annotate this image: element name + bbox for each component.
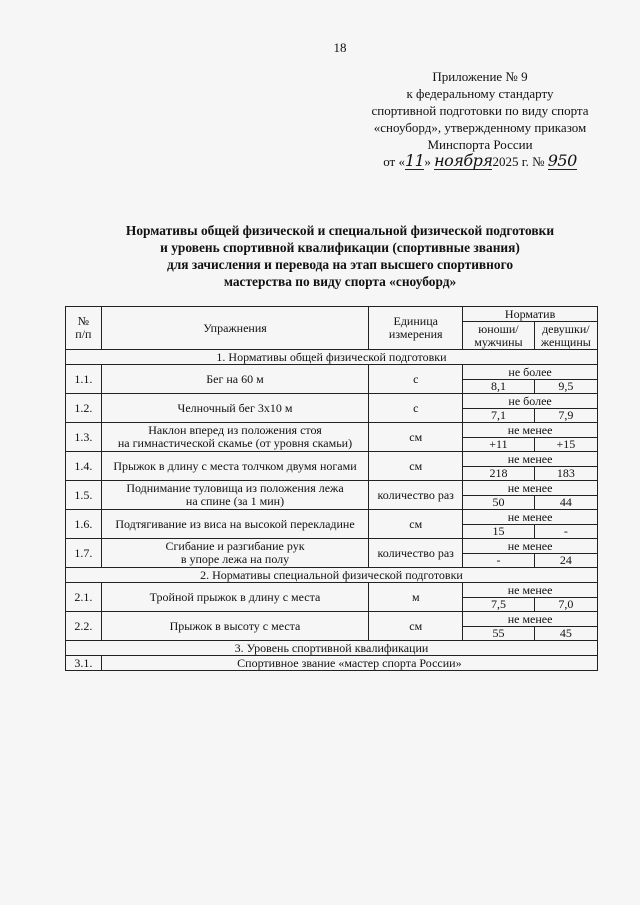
norm-condition: не более	[463, 394, 598, 409]
exercise-name: Поднимание туловища из положения лежа на спине (за 1 мин)	[101, 481, 369, 510]
male-value: 50	[463, 496, 534, 510]
male-value: -	[463, 554, 534, 568]
header-male: юноши/ мужчины	[463, 322, 534, 350]
exercise-name: Подтягивание из виса на высокой перекладине	[101, 510, 369, 539]
male-value: +11	[463, 438, 534, 452]
header-num: № п/п	[66, 307, 102, 350]
norm-condition: не менее	[463, 510, 598, 525]
unit: см	[369, 423, 463, 452]
title-line: мастерства по виду спорта «сноуборд»	[223, 274, 457, 289]
handwritten-day: 11	[404, 151, 425, 170]
female-value: 44	[534, 496, 597, 510]
exercise-name: Прыжок в высоту с места	[101, 612, 369, 641]
order-date-line	[340, 153, 620, 170]
title-line: и уровень спортивной квалификации (спортивные звания)	[160, 240, 520, 255]
male-value: 55	[463, 627, 534, 641]
unit: см	[369, 612, 463, 641]
page-number: 18	[333, 40, 347, 55]
female-value: 24	[534, 554, 597, 568]
norms-table	[65, 306, 598, 671]
male-value: 218	[463, 467, 534, 481]
row-number: 1.5.	[66, 481, 102, 510]
exercise-name: Наклон вперед из положения стоя на гимнастической скамье (от уровня скамьи)	[101, 423, 369, 452]
row-number: 1.1.	[66, 365, 102, 394]
title-line: для зачисления и перевода на этап высшего спортивного	[166, 257, 514, 272]
male-value: 7,1	[463, 409, 534, 423]
section-title: 2. Нормативы специальной физической подготовки	[66, 568, 598, 583]
norm-condition: не менее	[463, 612, 598, 627]
title-line: Нормативы общей физической и специальной физической подготовки	[125, 223, 555, 238]
norm-condition: не менее	[463, 583, 598, 598]
female-value: 183	[534, 467, 597, 481]
qualification-text: Спортивное звание «мастер спорта России»	[101, 656, 597, 671]
exercise-name: Прыжок в длину с места толчком двумя ногами	[101, 452, 369, 481]
section-title: 1. Нормативы общей физической подготовки	[66, 350, 598, 365]
header-norm: Норматив	[463, 307, 598, 322]
row-number: 1.4.	[66, 452, 102, 481]
female-value: 9,5	[534, 380, 597, 394]
header-unit: Единица измерения	[369, 307, 463, 350]
date-quote: »	[424, 154, 431, 169]
male-value: 7,5	[463, 598, 534, 612]
norm-condition: не менее	[463, 423, 598, 438]
appendix-title: Приложение № 9	[432, 69, 528, 84]
handwritten-month: ноября	[434, 151, 493, 170]
male-value: 15	[463, 525, 534, 539]
female-value: 7,9	[534, 409, 597, 423]
header-exercises: Упражнения	[101, 307, 369, 350]
female-value: -	[534, 525, 597, 539]
unit: количество раз	[369, 539, 463, 568]
unit: с	[369, 394, 463, 423]
unit: с	[369, 365, 463, 394]
row-number: 1.3.	[66, 423, 102, 452]
norm-condition: не менее	[463, 481, 598, 496]
document-title	[40, 222, 640, 290]
unit: количество раз	[369, 481, 463, 510]
row-number: 1.6.	[66, 510, 102, 539]
section-title: 3. Уровень спортивной квалификации	[66, 641, 598, 656]
row-number: 1.7.	[66, 539, 102, 568]
female-value: 7,0	[534, 598, 597, 612]
unit: см	[369, 452, 463, 481]
header-female: девушки/ женщины	[534, 322, 597, 350]
female-value: +15	[534, 438, 597, 452]
appendix-line: Минспорта России	[427, 137, 533, 152]
appendix-line: «сноуборд», утвержденному приказом	[373, 120, 587, 135]
row-number: 2.1.	[66, 583, 102, 612]
row-number: 2.2.	[66, 612, 102, 641]
date-prefix: от «	[383, 154, 405, 169]
exercise-name: Челночный бег 3х10 м	[101, 394, 369, 423]
appendix-line: к федеральному стандарту	[406, 86, 554, 101]
male-value: 8,1	[463, 380, 534, 394]
row-number: 1.2.	[66, 394, 102, 423]
date-year: 2025 г. №	[492, 154, 545, 169]
appendix-line: спортивной подготовки по виду спорта	[371, 103, 589, 118]
exercise-name: Сгибание и разгибание рук в упоре лежа на полу	[101, 539, 369, 568]
appendix-header	[340, 68, 620, 170]
exercise-name: Бег на 60 м	[101, 365, 369, 394]
row-number: 3.1.	[66, 656, 102, 671]
norm-condition: не менее	[463, 452, 598, 467]
norm-condition: не менее	[463, 539, 598, 554]
female-value: 45	[534, 627, 597, 641]
handwritten-order-number: 950	[547, 151, 577, 170]
norm-condition: не более	[463, 365, 598, 380]
unit: см	[369, 510, 463, 539]
exercise-name: Тройной прыжок в длину с места	[101, 583, 369, 612]
unit: м	[369, 583, 463, 612]
